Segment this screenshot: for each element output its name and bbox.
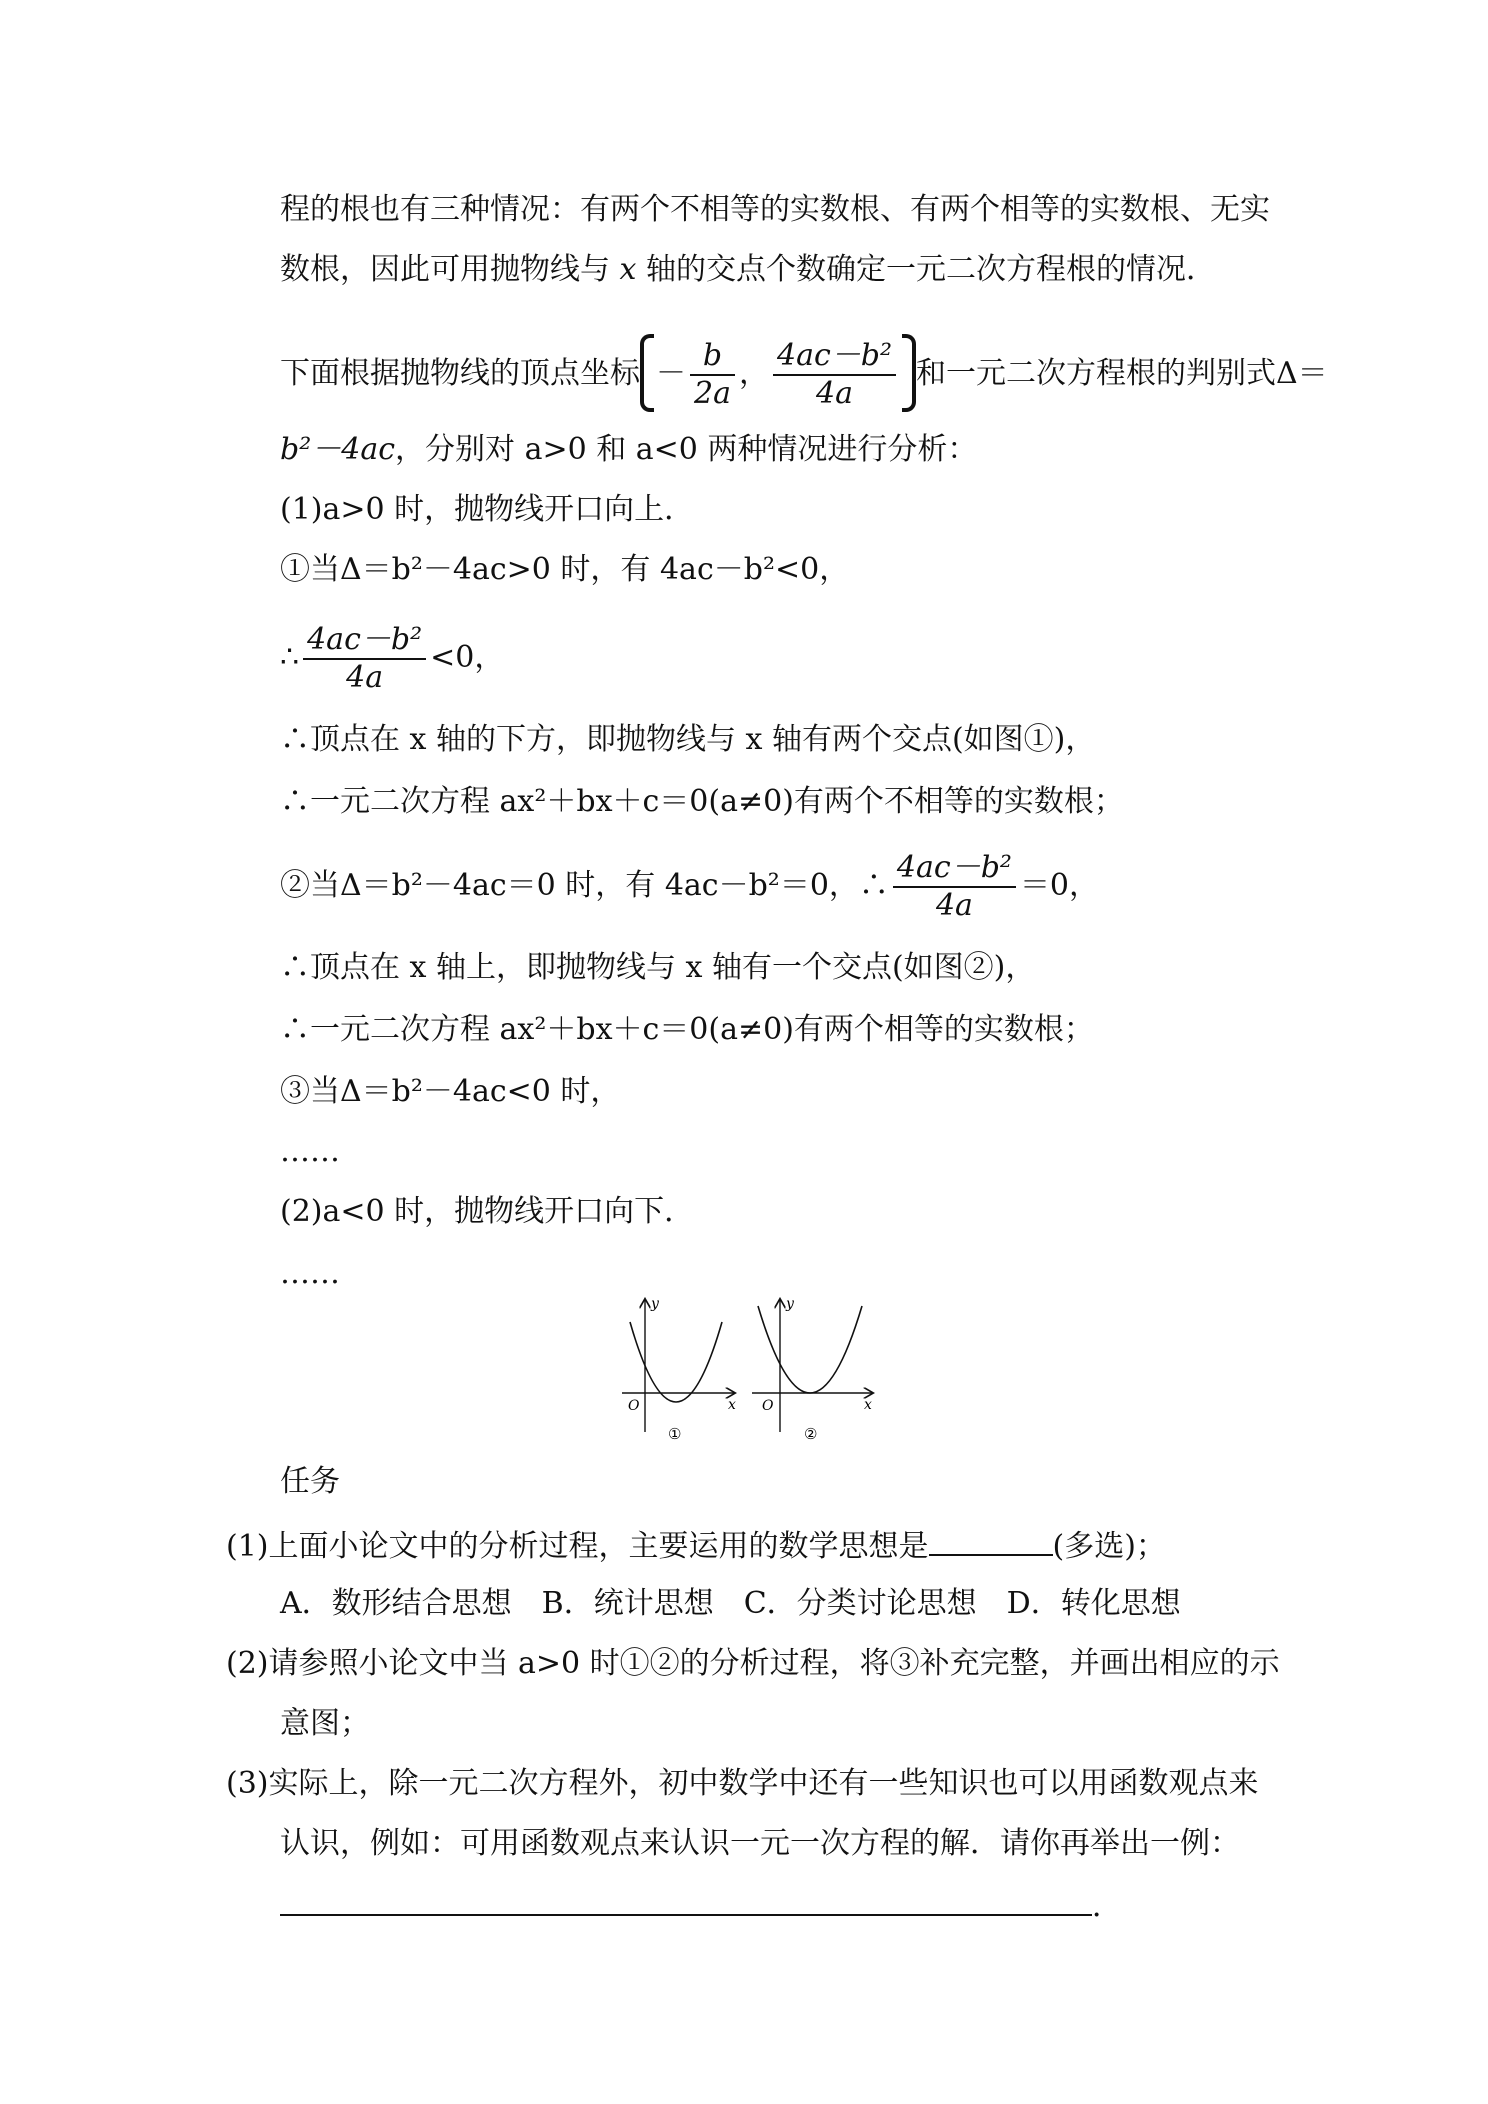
para1-line2-b: 轴的交点个数确定一元二次方程根的情况． (646, 252, 1217, 287)
case1-s2-post: <0， (430, 640, 505, 675)
fraction (303, 622, 426, 696)
case1-s5-post: ＝0， (1019, 868, 1100, 903)
parabola-1 (630, 1322, 722, 1402)
case1-s8: ③当Δ＝b²－4ac<0 时， (280, 1074, 621, 1109)
case1-s5 (280, 846, 1099, 926)
y-label: y (786, 1296, 794, 1312)
figure-1 (622, 1296, 736, 1443)
vertex-minus: － (656, 356, 686, 391)
task-q3-answer (280, 1884, 1122, 1927)
left-paren (640, 334, 654, 412)
parabola-figures (610, 1292, 890, 1444)
task-q2-line2: 意图； (280, 1706, 370, 1741)
answer-blank[interactable] (929, 1524, 1053, 1556)
frac-num: b (690, 338, 735, 376)
task-q2-line1: (2)请参照小论文中当 a>0 时①②的分析过程，将③补充完整，并画出相应的示 (226, 1646, 1280, 1681)
frac-den: 4a (935, 888, 973, 923)
frac-num: 4ac－b² (303, 622, 426, 660)
x-label: x (864, 1397, 872, 1413)
case1-s4: ∴一元二次方程 ax²＋bx＋c＝0(a≠0)有两个不相等的实数根； (280, 784, 1124, 819)
vertex-suffix: 和一元二次方程根的判别式Δ＝ (916, 356, 1328, 391)
tasks-title: 任务 (280, 1464, 340, 1499)
frac-den: 4a (346, 660, 384, 695)
vertex-comma: ， (738, 356, 769, 391)
disc-mid: ，分别对 (395, 432, 516, 467)
para1-line1: 程的根也有三种情况：有两个不相等的实数根、有两个相等的实数根、无实 (280, 192, 1270, 227)
para1-line2 (280, 250, 1216, 290)
frac-den: 2a (694, 376, 731, 411)
fraction (893, 850, 1016, 924)
disc-end: 两种情况进行分析： (707, 432, 978, 467)
fraction-4ac-b2-over-4a (773, 338, 896, 412)
disc-cond2: a<0 (635, 432, 698, 467)
fraction-b-over-2a (690, 338, 735, 412)
task-q3-line2: 认识，例如：可用函数观点来认识一元一次方程的解．请你再举出一例： (280, 1826, 1240, 1861)
frac-num: 4ac－b² (773, 338, 896, 376)
answer-blank[interactable] (280, 1884, 1092, 1916)
vertex-line (280, 332, 1328, 416)
vertex-prefix: 下面根据抛物线的顶点坐标 (280, 356, 640, 391)
case1-s3: ∴顶点在 x 轴的下方，即抛物线与 x 轴有两个交点(如图①)， (280, 722, 1096, 757)
case1-s5-pre: ②当Δ＝b²－4ac＝0 时，有 4ac－b²＝0，∴ (280, 868, 889, 903)
case1-head: (1)a>0 时，抛物线开口向上． (280, 492, 695, 527)
x-label: x (728, 1397, 736, 1413)
task-q1-b: (多选)； (1052, 1529, 1166, 1564)
case1-s6: ∴顶点在 x 轴上，即抛物线与 x 轴有一个交点(如图②)， (280, 950, 1036, 985)
figure-2-label: ② (804, 1425, 818, 1443)
task-q3-end: ． (1092, 1889, 1122, 1924)
ellipsis: …… (280, 1134, 340, 1169)
frac-num: 4ac－b² (893, 850, 1016, 888)
disc-cond1: a>0 (524, 432, 587, 467)
case2-head: (2)a<0 时，抛物线开口向下． (280, 1194, 695, 1229)
origin-label: O (762, 1398, 774, 1414)
y-label: y (651, 1296, 659, 1312)
case1-s7: ∴一元二次方程 ax²＋bx＋c＝0(a≠0)有两个相等的实数根； (280, 1012, 1094, 1047)
figure-2 (752, 1296, 872, 1443)
frac-den: 4a (816, 376, 853, 411)
vertex-coordinate (640, 332, 916, 416)
therefore-symbol: ∴ (280, 640, 300, 675)
origin-label: O (628, 1398, 640, 1414)
disc-line (280, 430, 977, 470)
disc-and: 和 (596, 432, 627, 467)
para1-line2-a: 数根，因此可用抛物线与 (280, 252, 610, 287)
right-paren (902, 334, 916, 412)
ellipsis: …… (280, 1256, 340, 1291)
task-q3-line1: (3)实际上，除一元二次方程外，初中数学中还有一些知识也可以用函数观点来 (226, 1766, 1259, 1801)
task-q1-a: (1)上面小论文中的分析过程，主要运用的数学思想是 (226, 1529, 929, 1564)
case1-s2 (280, 618, 504, 698)
disc-b2: b²－4ac (280, 432, 396, 467)
task-q1 (226, 1524, 1166, 1567)
case1-s1: ①当Δ＝b²－4ac>0 时，有 4ac－b²<0， (280, 552, 850, 587)
task-q1-options: A．数形结合思想 B．统计思想 C．分类讨论思想 D．转化思想 (280, 1586, 1181, 1621)
figure-1-label: ① (668, 1425, 682, 1443)
var-x: x (619, 252, 637, 287)
parabola-2 (758, 1306, 862, 1393)
